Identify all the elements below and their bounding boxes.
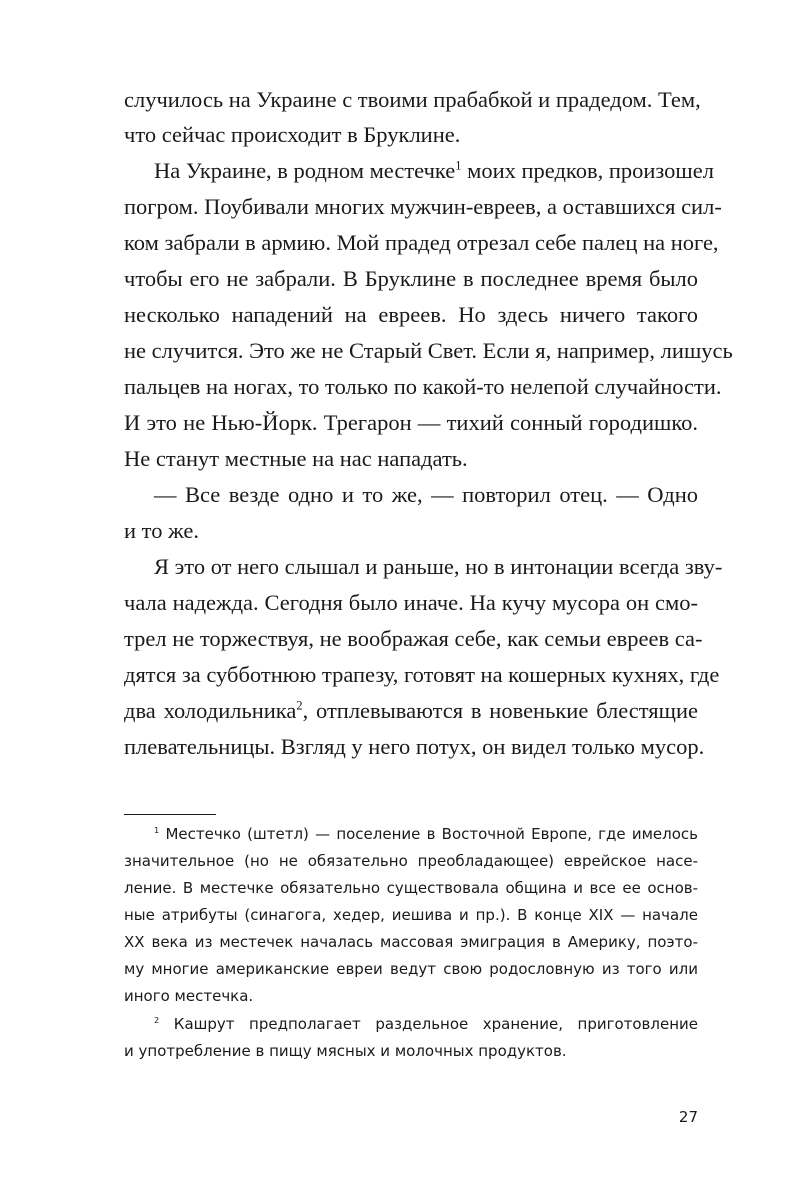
body-line: случилось на Украине с твоими прабабкой и прадедом. Тем, — [124, 87, 701, 112]
footnote-ref-2: 2 — [296, 698, 303, 713]
footnote-2-line: $^2$ Кашрут предполагает раздельное хранение, приготовление — [154, 1015, 698, 1033]
body-line: погром. Поубивали многих мужчин-евреев, а оставшихся сил- — [124, 194, 722, 219]
body-line: чтобы его не забрали. В Бруклине в последнее время было — [124, 266, 698, 291]
footnote-divider — [124, 814, 216, 815]
body-line: не случится. Это же не Старый Свет. Если я, например, лишусь — [124, 338, 733, 363]
body-line: дятся за субботнюю трапезу, готовят на кошерных кухнях, где — [124, 662, 720, 687]
body-line: и то же. — [124, 518, 199, 543]
footnote-ref-1: 1 — [455, 158, 462, 173]
body-line: Я это от него слышал и раньше, но в интонации всегда зву- — [154, 554, 723, 579]
body-line: плевательницы. Взгляд у него потух, он видел только мусор. — [124, 734, 705, 759]
footnote-mark-2: 2 — [154, 1015, 160, 1025]
body-line: И это не Нью-Йорк. Трегарон — тихий сонный городишко. — [124, 410, 698, 435]
body-line: чала надежда. Сегодня было иначе. На кучу мусора он смо- — [124, 590, 698, 615]
footnote-1-line: значительное (но не обязательно преобладающее) еврейское насе- — [124, 852, 698, 870]
footnote-1-line: XX века из местечек началась массовая эмиграция в Америку, поэто- — [124, 933, 698, 951]
footnote-1-line: иного местечка. — [124, 987, 254, 1005]
body-line: пальцев на ногах, то только по какой-то нелепой случайности. — [124, 374, 722, 399]
footnote-1-line: ные атрибуты (синагога, хедер, иешива и пр.). В конце XIX — начале — [124, 906, 698, 924]
page-number: 27 — [678, 1108, 698, 1126]
body-line: два холодильника$^2$, отплевываются в новенькие блестящие — [124, 698, 699, 723]
body-line: ком забрали в армию. Мой прадед отрезал себе палец на ноге, — [124, 230, 719, 255]
body-line: трел не торжествуя, не воображая себе, как семьи евреев са- — [124, 626, 703, 651]
body-line: несколько нападений на евреев. Но здесь ничего такого — [124, 302, 698, 327]
footnote-mark-1: 1 — [154, 825, 160, 835]
body-line: — Все везде одно и то же, — повторил отец. — Одно — [154, 482, 698, 507]
footnote-1-line: $^1$ Местечко (штетл) — поселение в Восточной Европе, где имелось — [154, 825, 698, 843]
footnote-2-line: и употребление в пищу мясных и молочных продуктов. — [124, 1042, 567, 1060]
body-line: На Украине, в родном местечке$^1$ моих предков, произошел — [154, 158, 714, 183]
footnote-1-line: ление. В местечке обязательно существовала община и все ее основ- — [124, 879, 698, 897]
footnote-1-line: му многие американские евреи ведут свою родословную из того или — [124, 960, 698, 978]
body-line: что сейчас происходит в Бруклине. — [124, 122, 461, 147]
body-line: Не станут местные на нас нападать. — [124, 446, 468, 471]
